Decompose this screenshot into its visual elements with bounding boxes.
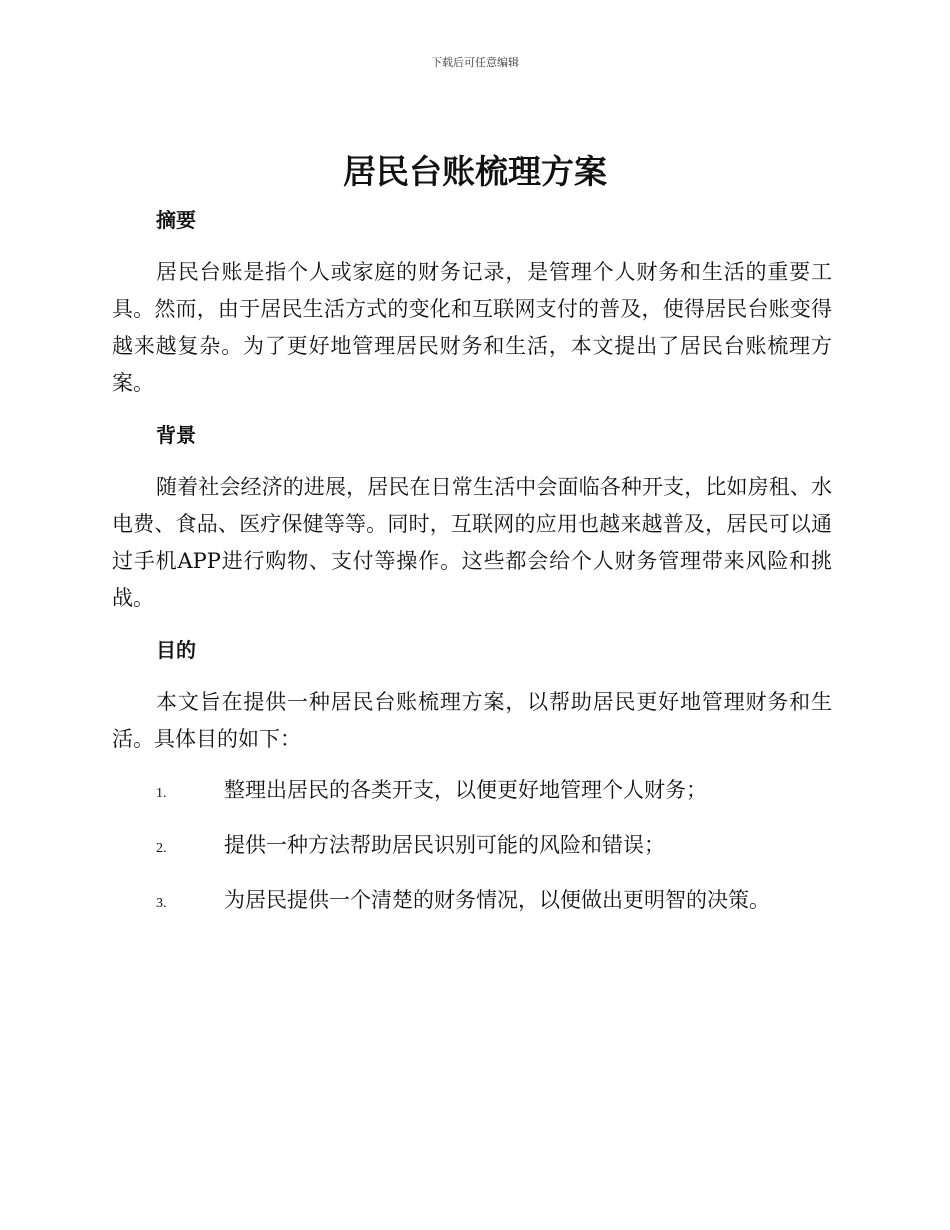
document-title: 居民台账梳理方案 [343, 152, 607, 191]
paragraph-background: 随着社会经济的进展，居民在日常生活中会面临各种开支，比如房租、水电费、食品、医疗保健等等。同时，互联网的应用也越来越普及，居民可以通过手机APP进行购物、支付等操作。这些都会给个人财务管理带来风险和挑战。 [112, 475, 832, 610]
list-item [112, 827, 832, 882]
list-item-number: 2. [156, 841, 167, 856]
paragraph-abstract: 居民台账是指个人或家庭的财务记录，是管理个人财务和生活的重要工具。然而，由于居民生活方式的变化和互联网支付的普及，使得居民台账变得越来越复杂。为了更好地管理居民财务和生活，本文提出了居民台账梳理方案。 [112, 260, 832, 395]
section-purpose [112, 633, 832, 937]
section-background [112, 418, 832, 633]
purpose-list [112, 772, 832, 937]
section-heading-purpose: 目的 [156, 638, 196, 662]
list-item [112, 882, 832, 937]
page-header-note: 下载后可任意编辑 [431, 56, 519, 69]
paragraph-purpose: 本文旨在提供一种居民台账梳理方案，以帮助居民更好地管理财务和生活。具体目的如下： [112, 690, 832, 751]
section-heading-abstract: 摘要 [156, 208, 196, 232]
section-heading-background: 背景 [156, 423, 196, 447]
list-item-number: 3. [156, 896, 167, 911]
section-abstract [112, 203, 832, 418]
list-item-text: 提供一种方法帮助居民识别可能的风险和错误； [224, 833, 665, 857]
list-item-number: 1. [156, 786, 167, 801]
list-item-text: 整理出居民的各类开支，以便更好地管理个人财务； [224, 778, 707, 802]
document-body [112, 203, 832, 937]
list-item [112, 772, 832, 827]
list-item-text: 为居民提供一个清楚的财务情况，以便做出更明智的决策。 [224, 888, 770, 912]
